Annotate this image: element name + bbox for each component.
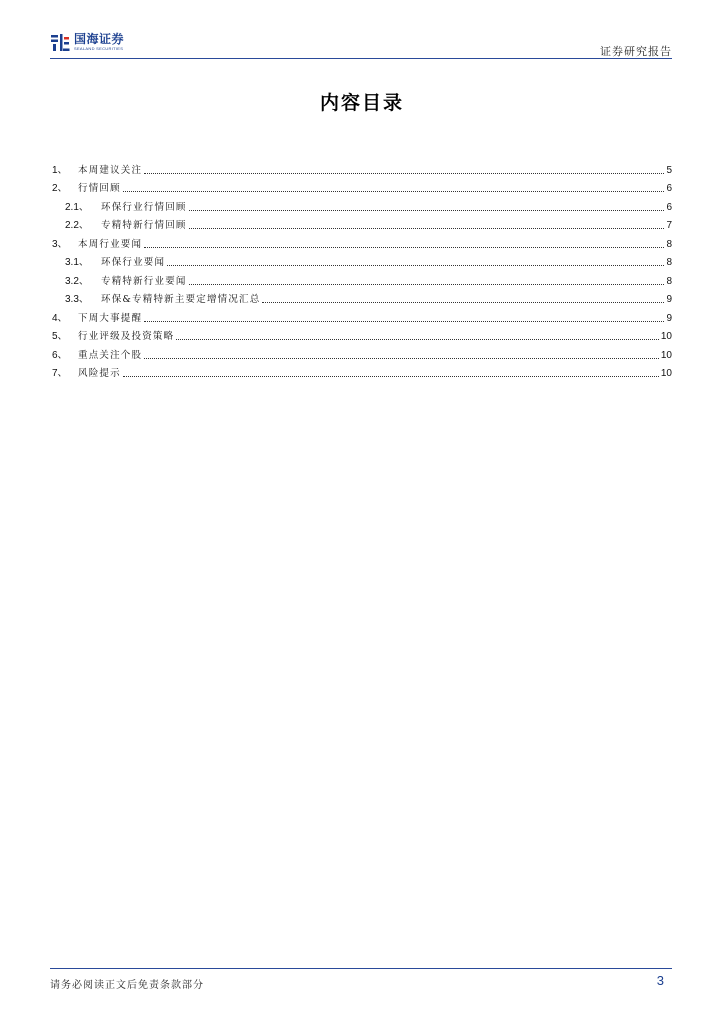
toc-entry[interactable] (52, 343, 672, 362)
toc-dot-leader (144, 357, 659, 359)
toc-entry-label: 环保行业要闻 (101, 257, 166, 268)
toc-entry-number: 1、 (52, 164, 68, 176)
toc-dot-leader (189, 283, 665, 285)
toc-dot-leader (144, 172, 664, 174)
toc-entry[interactable] (52, 232, 672, 251)
toc-entry[interactable] (52, 288, 672, 307)
header-divider (50, 58, 672, 59)
toc-entry-number: 4、 (52, 312, 68, 324)
toc-entry-page: 10 (660, 331, 672, 342)
toc-entry-label: 环保行业行情回顾 (101, 201, 187, 213)
toc-entry-number: 5、 (52, 331, 68, 342)
toc-entry-page: 8 (666, 275, 672, 287)
page-footer (50, 968, 672, 992)
toc-entry-page: 6 (666, 183, 672, 194)
toc-entry-page: 7 (666, 220, 672, 231)
toc-entry-number: 3、 (52, 238, 68, 250)
toc-entry-page: 8 (666, 238, 672, 250)
page-number: 3 (656, 973, 664, 988)
toc-entry-label: 下周大事提醒 (78, 312, 143, 324)
page-header (50, 30, 672, 60)
toc-dot-leader (123, 190, 665, 192)
toc-entry-label: 风险提示 (78, 368, 121, 379)
toc-entry-number: 2、 (52, 183, 68, 194)
toc-entry[interactable] (52, 195, 672, 214)
toc-entry-label: 专精特新行业要闻 (101, 275, 187, 287)
toc-entry-number: 2.2、 (65, 220, 89, 231)
toc-entry-number: 6、 (52, 349, 68, 361)
toc-dot-leader (144, 246, 664, 248)
toc-entry[interactable] (52, 306, 672, 325)
logo-english-name: SEALAND SECURITIES (74, 46, 124, 51)
toc-dot-leader (189, 227, 665, 229)
toc-dot-leader (123, 375, 659, 377)
toc-dot-leader (144, 320, 664, 322)
toc-entry[interactable] (52, 177, 672, 196)
toc-entry-label: 环保&专精特新主要定增情况汇总 (101, 294, 261, 305)
toc-entry-number: 3.3、 (65, 294, 89, 305)
toc-entry-label: 专精特新行情回顾 (101, 220, 187, 231)
toc-entry-page: 9 (666, 312, 672, 324)
toc-entry-page: 8 (666, 257, 672, 268)
toc-entry-label: 本周建议关注 (78, 164, 143, 176)
logo-chinese-name: 国海证券 (74, 32, 125, 46)
toc-entry-label: 本周行业要闻 (78, 238, 143, 250)
toc-entry-number: 2.1、 (65, 201, 89, 213)
toc-entry-page: 5 (666, 164, 672, 176)
toc-entry[interactable] (52, 269, 672, 288)
toc-dot-leader (176, 338, 659, 340)
toc-entry[interactable] (52, 325, 672, 344)
toc-dot-leader (262, 301, 664, 303)
page-title: 内容目录 (319, 92, 404, 114)
toc-entry[interactable] (52, 158, 672, 177)
toc-entry[interactable] (52, 362, 672, 381)
toc-entry-label: 行情回顾 (78, 183, 121, 194)
toc-entry-page: 9 (666, 294, 672, 305)
toc-entry-number: 3.1、 (65, 257, 89, 268)
toc-entry[interactable] (52, 214, 672, 233)
toc-entry-page: 6 (666, 201, 672, 213)
toc-entry-label: 行业评级及投资策略 (78, 331, 175, 342)
document-type: 证券研究报告 (600, 45, 672, 58)
disclaimer-text: 请务必阅读正文后免责条款部分 (50, 980, 204, 991)
table-of-contents (52, 158, 672, 380)
toc-entry-page: 10 (660, 349, 672, 361)
toc-dot-leader (189, 209, 665, 211)
toc-entry-number: 3.2、 (65, 275, 89, 287)
toc-entry[interactable] (52, 251, 672, 270)
toc-entry-label: 重点关注个股 (78, 349, 143, 361)
toc-dot-leader (167, 264, 664, 266)
toc-entry-page: 10 (660, 368, 672, 379)
logo-mark-icon (50, 32, 70, 52)
company-logo (50, 31, 124, 53)
toc-entry-number: 7、 (52, 368, 68, 379)
footer-divider (50, 968, 672, 969)
